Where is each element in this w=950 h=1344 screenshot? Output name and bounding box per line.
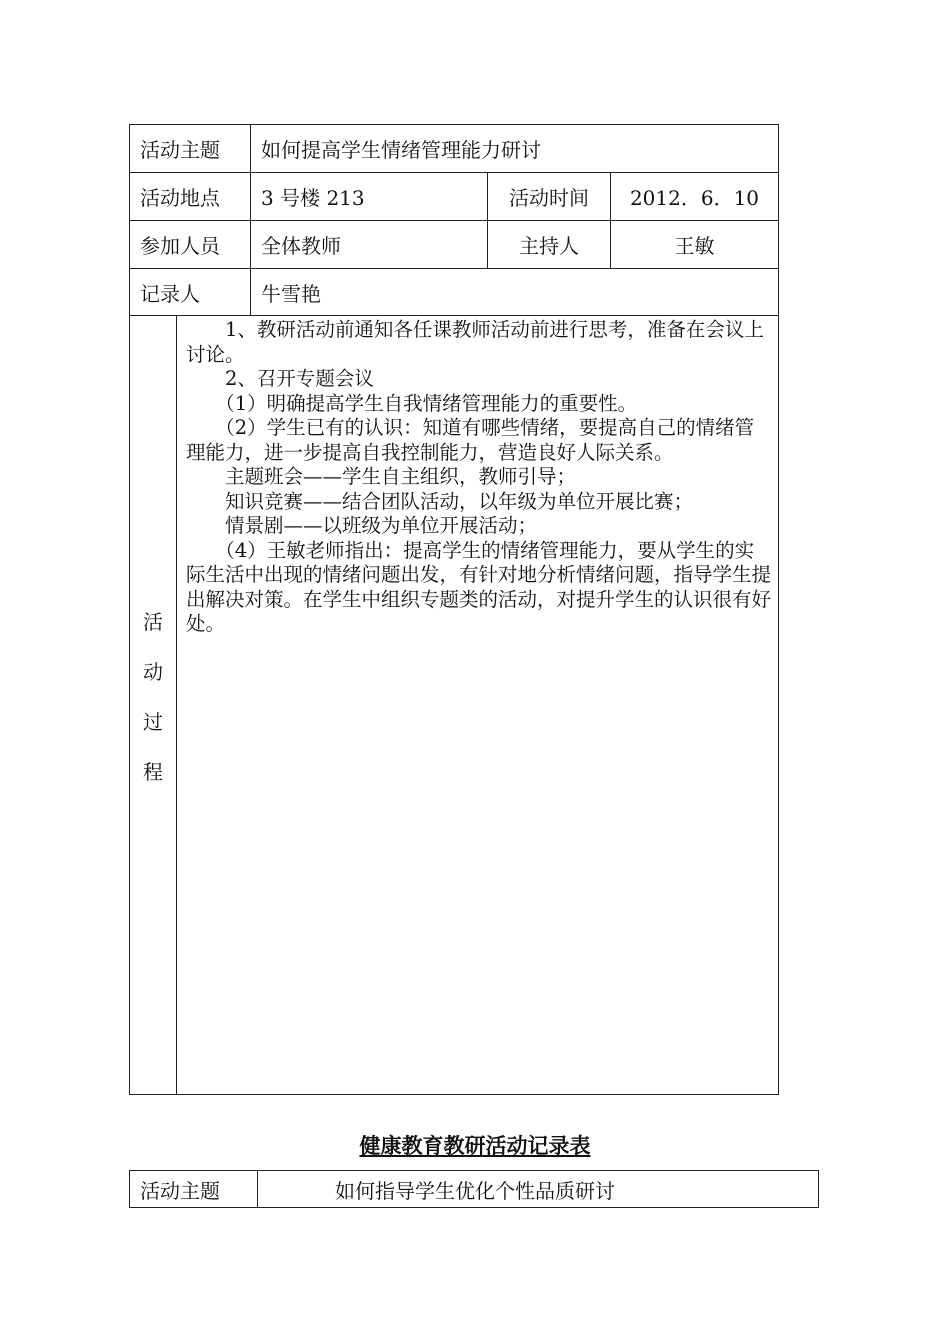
table-border xyxy=(176,315,177,1095)
table-border xyxy=(129,1094,779,1095)
table-border xyxy=(257,1170,258,1208)
process-label-char: 过 xyxy=(143,710,163,734)
time-label: 活动时间 xyxy=(509,186,589,210)
process-line: （1）明确提高学生自我情绪管理能力的重要性。 xyxy=(186,391,638,415)
process-line: 主题班会——学生自主组织，教师引导； xyxy=(186,465,577,488)
participants-value: 全体教师 xyxy=(261,234,341,258)
time-value: 2012．6．10 xyxy=(629,186,760,210)
topic-label: 活动主题 xyxy=(140,138,220,162)
table-border xyxy=(778,124,779,1095)
topic-value: 如何提高学生情绪管理能力研讨 xyxy=(261,138,541,162)
process-line: 知识竞赛——结合团队活动，以年级为单位开展比赛； xyxy=(186,489,694,513)
process-label-char: 动 xyxy=(143,660,163,684)
process-line: 2、召开专题会议 xyxy=(186,367,374,390)
process-line: （4）王敏老师指出：提高学生的情绪管理能力，要从学生的实际生活中出现的情绪问题出发，有针对地分析情绪问题，指导学生提出解决对策。在学生中组织专题类的活动，对提升学生的认识很有好处。 xyxy=(186,538,772,635)
location-value: 3 号楼 213 xyxy=(261,186,365,210)
process-line: （2）学生已有的认识：知道有哪些情绪，要提高自己的情绪管理能力，进一步提高自我控制能力，营造良好人际关系。 xyxy=(186,416,755,464)
participants-label: 参加人员 xyxy=(140,234,220,258)
location-label: 活动地点 xyxy=(140,186,220,210)
process-label-char: 活 xyxy=(143,610,163,634)
host-label: 主持人 xyxy=(519,234,579,258)
topic-value: 如何指导学生优化个性品质研讨 xyxy=(335,1178,615,1203)
record-title: 健康教育教研活动记录表 xyxy=(359,1133,591,1158)
process-line: 1、教研活动前通知各任课教师活动前进行思考，准备在会议上讨论。 xyxy=(186,318,764,366)
table-border xyxy=(129,315,779,316)
table-border xyxy=(129,1207,819,1208)
host-value: 王敏 xyxy=(674,234,715,258)
table-border xyxy=(818,1170,819,1208)
topic-label: 活动主题 xyxy=(140,1178,220,1203)
process-content xyxy=(186,318,772,637)
process-label-char: 程 xyxy=(143,760,163,784)
recorder-label: 记录人 xyxy=(140,281,200,306)
process-line: 情景剧——以班级为单位开展活动； xyxy=(186,514,538,537)
recorder-value: 牛雪艳 xyxy=(261,281,321,306)
